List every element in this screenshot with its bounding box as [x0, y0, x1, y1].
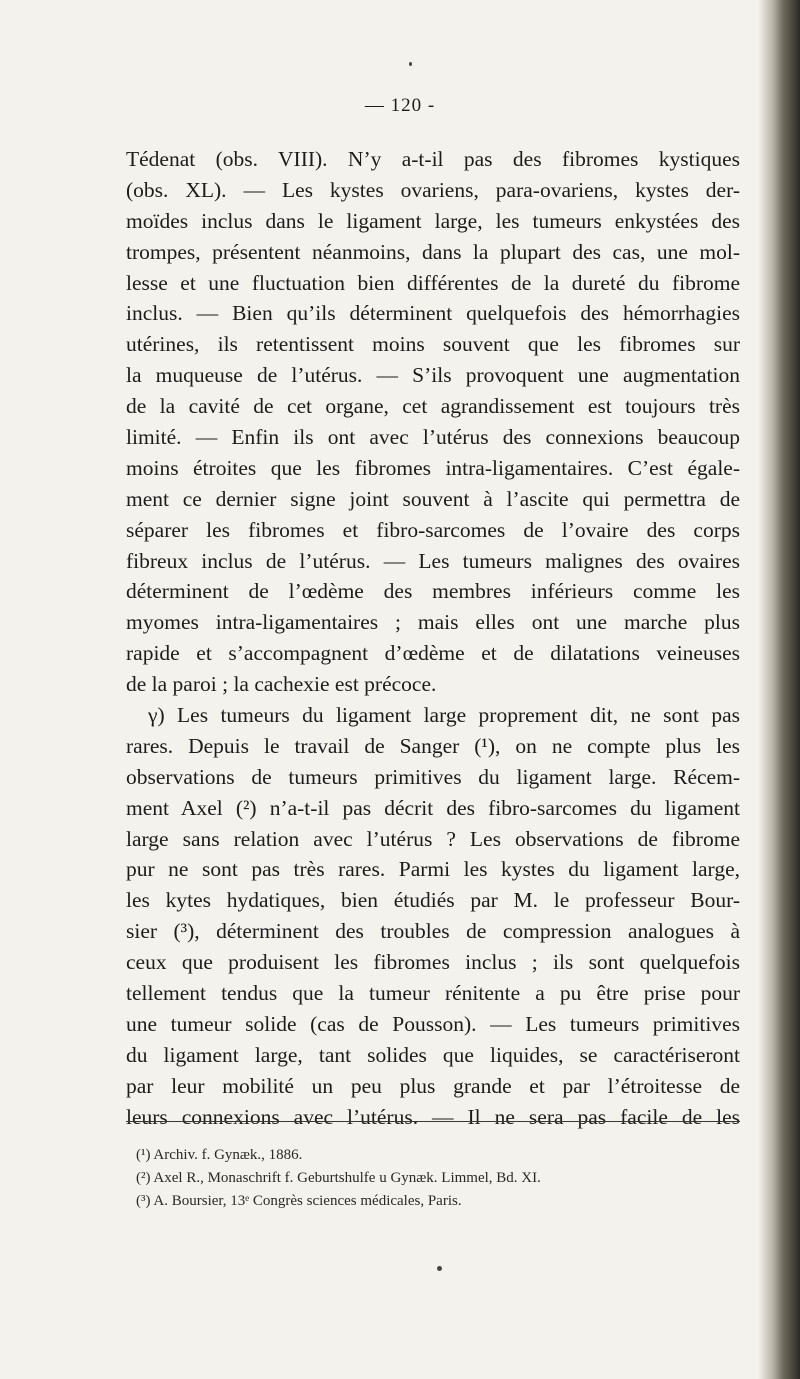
text-line: les kytes hydatiques, bien étudiés par M. le professeur Bour-	[126, 888, 740, 913]
text-line: par leur mobilité un peu plus grande et par l’étroitesse de	[126, 1073, 740, 1098]
text-line: pur ne sont pas très rares. Parmi les kystes du ligament large,	[126, 857, 740, 882]
ink-speck	[437, 1266, 442, 1271]
page-edge-shadow	[758, 0, 800, 1379]
footnote: (³) A. Boursier, 13ᵉ Congrès sciences médicales, Paris.	[136, 1193, 462, 1209]
text-line: large sans relation avec l’utérus ? Les observations de fibrome	[126, 826, 740, 851]
text-line: séparer les fibromes et fibro-sarcomes de l’ovaire des corps	[126, 517, 740, 542]
footnote: (²) Axel R., Monaschrift f. Geburtshulfe u Gynæk. Limmel, Bd. XI.	[136, 1170, 541, 1186]
text-line: du ligament large, tant solides que liquides, se caractériseront	[126, 1042, 740, 1067]
footnote-divider	[126, 1121, 740, 1122]
text-line: de la cavité de cet organe, cet agrandissement est toujours très	[126, 394, 740, 419]
text-line: fibreux inclus de l’utérus. — Les tumeurs malignes des ovaires	[126, 548, 740, 573]
text-line: ceux que produisent les fibromes inclus ; ils sont quelquefois	[126, 950, 740, 975]
text-line: rapide et s’accompagnent d’œdème et de dilatations veineuses	[126, 641, 740, 666]
footnote: (¹) Archiv. f. Gynæk., 1886.	[136, 1147, 303, 1163]
text-line: rares. Depuis le travail de Sanger (¹), on ne compte plus les	[126, 733, 740, 758]
text-line: myomes intra-ligamentaires ; mais elles ont une marche plus	[126, 610, 740, 635]
ink-speck	[409, 62, 412, 66]
text-line: (obs. XL). — Les kystes ovariens, para-ovariens, kystes der-	[126, 177, 740, 202]
text-line: Tédenat (obs. VIII). N’y a-t-il pas des fibromes kystiques	[126, 147, 740, 171]
text-line: ment ce dernier signe joint souvent à l’ascite qui permettra de	[126, 486, 740, 511]
text-line: inclus. — Bien qu’ils déterminent quelquefois des hémorrhagies	[126, 301, 740, 326]
text-line: tellement tendus que la tumeur rénitente a pu être prise pour	[126, 981, 740, 1006]
text-line: ment Axel (²) n’a-t-il pas décrit des fibro-sarcomes du ligament	[126, 795, 740, 820]
text-line: limité. — Enfin ils ont avec l’utérus des connexions beaucoup	[126, 425, 740, 450]
page-number: — 120 -	[364, 95, 436, 116]
text-line: trompes, présentent néanmoins, dans la plupart des cas, une mol-	[126, 239, 740, 264]
text-line: de la paroi ; la cachexie est précoce.	[126, 672, 437, 697]
text-line: sier (³), déterminent des troubles de compression analogues à	[126, 919, 740, 944]
text-line: observations de tumeurs primitives du ligament large. Récem-	[126, 764, 740, 789]
body-text	[126, 144, 740, 1133]
text-line: une tumeur solide (cas de Pousson). — Les tumeurs primitives	[126, 1011, 740, 1036]
text-line: γ) Les tumeurs du ligament large proprement dit, ne sont pas	[148, 703, 740, 728]
footnotes	[136, 1144, 736, 1213]
text-line: déterminent de l’œdème des membres inférieurs comme les	[126, 579, 740, 604]
text-line: moïdes inclus dans le ligament large, les tumeurs enkystées des	[126, 208, 740, 233]
text-line: la muqueuse de l’utérus. — S’ils provoquent une augmentation	[126, 363, 740, 388]
text-line: utérines, ils retentissent moins souvent que les fibromes sur	[126, 332, 740, 357]
text-line: lesse et une fluctuation bien différentes de la dureté du fibrome	[126, 270, 740, 295]
text-line: leurs connexions avec l’utérus. — Il ne sera pas facile de les	[126, 1104, 740, 1129]
text-line: moins étroites que les fibromes intra-ligamentaires. C’est égale-	[126, 455, 740, 480]
